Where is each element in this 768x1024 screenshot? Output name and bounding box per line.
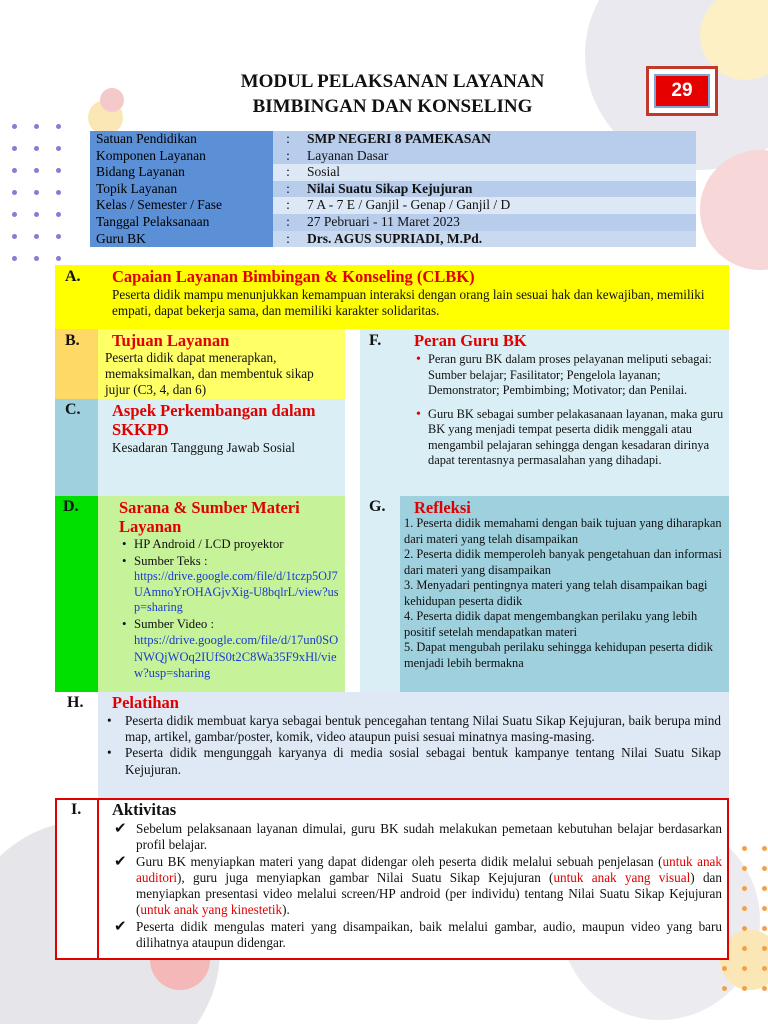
list-item: 5. Dapat mengubah perilaku sehingga kehidupan peserta didik menjadi lebih bermakna: [404, 640, 713, 670]
info-row: [90, 214, 696, 231]
section-h-title: Pelatihan: [112, 693, 179, 712]
page-number: 29: [654, 74, 710, 108]
info-value: Layanan Dasar: [303, 148, 696, 165]
section-a-letter: A.: [65, 268, 81, 285]
list-item: [120, 617, 340, 682]
title-line-2: BIMBINGAN DAN KONSELING: [252, 96, 533, 117]
section-f-marker: [360, 329, 400, 496]
checklist-item: ✔ Sebelum pelaksanaan layanan dimulai, guru BK sudah melakukan pemetaan kebutuhan belajar berdasarkan profil belajar.: [112, 821, 722, 854]
highlight-auditori: untuk anak auditori: [136, 853, 722, 885]
highlight-kinestetik: untuk anak yang kinestetik: [140, 902, 283, 918]
section-c-letter: C.: [65, 401, 81, 418]
info-value: SMP NEGERI 8 PAMEKASAN: [303, 131, 696, 148]
section-a-title: Capaian Layanan Bimbingan & Konseling (CLBK): [112, 267, 475, 286]
source-video-link[interactable]: https://drive.google.com/file/d/17un0SONWQjWOq2IUfS0t2C8Wa35F9xHl/view?usp=sharing: [134, 633, 339, 680]
info-separator: :: [273, 131, 303, 148]
page-title: [150, 69, 635, 119]
section-h-list: [105, 713, 721, 778]
info-value: Nilai Suatu Sikap Kejujuran: [303, 181, 696, 198]
info-value: 27 Pebruari - 11 Maret 2023: [303, 214, 696, 231]
list-item: [120, 537, 340, 553]
title-line-1: MODUL PELAKSANAN LAYANAN: [240, 71, 545, 92]
section-g-marker: [360, 496, 400, 692]
info-value: Sosial: [303, 164, 696, 181]
section-i-letter: I.: [71, 801, 82, 818]
section-b-text: Peserta didik dapat menerapkan, memaksimalkan, dan membentuk sikap jujur (C3, 4, dan 6): [105, 350, 314, 397]
item-label: Sumber Teks :: [134, 553, 208, 568]
section-g-title: Refleksi: [414, 498, 471, 517]
info-row: [90, 148, 696, 165]
list-item: [120, 554, 340, 616]
info-value: Drs. AGUS SUPRIADI, M.Pd.: [303, 231, 696, 248]
checklist-item: ✔ Peserta didik mengulas materi yang disampaikan, baik melalui gambar, audio, maupun video yang baru dilihatnya ataupun didengar.: [112, 919, 722, 952]
text-part: ), guru juga menyiapkan gambar Nilai Suatu Sikap Kejujuran (: [177, 869, 554, 885]
highlight-visual: untuk anak yang visual: [553, 869, 691, 885]
section-f-list: [414, 352, 724, 469]
item-label: HP Android / LCD proyektor: [134, 537, 284, 551]
text-part: ).: [282, 902, 290, 918]
list-item: 3. Menyadari pentingnya materi yang telah disampaikan bagi kehidupan peserta didik: [404, 578, 708, 608]
list-item: • Peserta didik membuat karya sebagai bentuk pencegahan tentang Nilai Suatu Sikap Kejujuran, baik berupa mind map, artikel, gambar/poster, komik, video ataupun puisi sesuai minatnya masing-masing.: [105, 713, 721, 745]
info-row: [90, 181, 696, 198]
section-i-title: Aktivitas: [112, 800, 177, 819]
section-i-list: [112, 821, 722, 951]
section-d-title: Sarana & Sumber Materi Layanan: [119, 498, 300, 536]
list-item: 4. Peserta didik dapat mengembangkan perilaku yang lebih positif setelah mendapatkan materi: [404, 609, 698, 639]
section-d-letter: D.: [63, 498, 79, 515]
list-item: • Guru BK sebagai sumber pelakasanaan layanan, maka guru BK yang menjadi tempat peserta didik menggali atau mengambil pelajaran sehingga dengan kesadaran dirinya dapat terentasnya permasalahan yang dihadapi.: [414, 407, 724, 469]
info-row: [90, 164, 696, 181]
section-a: [55, 265, 729, 329]
info-separator: :: [273, 164, 303, 181]
checklist-item: [112, 854, 722, 919]
list-item: • Peran guru BK dalam proses pelayanan meliputi sebagai: Sumber belajar; Fasilitator; Pengelola layanan; Demonstrator; Pembimbing; Motivator; dan Penilai.: [414, 352, 724, 399]
section-d-list: [120, 537, 340, 682]
info-separator: :: [273, 181, 303, 198]
decor-dots-left: [12, 124, 61, 261]
section-f-title: Peran Guru BK: [414, 331, 527, 350]
decor-circle-left-pink: [100, 88, 124, 112]
section-b-letter: B.: [65, 332, 80, 349]
info-label: Bidang Layanan: [90, 164, 273, 181]
info-separator: :: [273, 214, 303, 231]
section-c-title: Aspek Perkembangan dalam SKKPD: [112, 401, 316, 439]
info-value: 7 A - 7 E / Ganjil - Genap / Ganjil / D: [303, 197, 696, 214]
info-label: Komponen Layanan: [90, 148, 273, 165]
section-i-divider: [97, 798, 99, 960]
info-label: Guru BK: [90, 231, 273, 248]
page-number-badge: [646, 66, 718, 116]
info-label: Satuan Pendidikan: [90, 131, 273, 148]
section-b-title: Tujuan Layanan: [112, 331, 230, 350]
info-separator: :: [273, 231, 303, 248]
info-separator: :: [273, 148, 303, 165]
section-c-text: Kesadaran Tanggung Jawab Sosial: [112, 440, 296, 455]
info-table: [90, 131, 696, 247]
section-d-marker: [55, 496, 98, 692]
info-label: Kelas / Semester / Fase: [90, 197, 273, 214]
info-separator: :: [273, 197, 303, 214]
info-label: Tanggal Pelaksanaan: [90, 214, 273, 231]
section-a-text: Peserta didik mampu menunjukkan kemampuan interaksi dengan orang lain sesuai hak dan kewajiban, memiliki empati, dapat bekerja sama, dan memiliki karakter solidaritas.: [112, 287, 705, 318]
info-label: Topik Layanan: [90, 181, 273, 198]
section-g-list: [404, 516, 724, 671]
info-row: [90, 231, 696, 248]
text-part: Guru BK menyiapkan materi yang dapat didengar oleh peserta didik melalui sebuah penjelasan (: [136, 853, 663, 869]
section-f-letter: F.: [369, 332, 382, 349]
list-item: 2. Peserta didik memperoleh banyak pengetahuan dan informasi dari materi yang disampaikan: [404, 547, 722, 577]
info-row: [90, 197, 696, 214]
section-g-letter: G.: [369, 498, 386, 515]
item-label: Sumber Video :: [134, 616, 215, 631]
section-h-letter: H.: [67, 694, 84, 711]
list-item: 1. Peserta didik memahami dengan baik tujuan yang diharapkan dari materi yang telah disampaikan: [404, 516, 722, 546]
info-row: [90, 131, 696, 148]
source-text-link[interactable]: https://drive.google.com/file/d/1tczp5OJ7UAmnoYrOHAGjvXig-U8bqlrL/view?usp=sharing: [134, 569, 339, 614]
text-part: ) dan menyiapkan presentasi video melalui screen/HP android (per individu) tentang Nilai Suatu Sikap Kejujuran (: [136, 869, 722, 918]
list-item: • Peserta didik mengunggah karyanya di media sosial sebagai bentuk kampanye tentang Nilai Suatu Sikap Kejujuran.: [105, 745, 721, 777]
